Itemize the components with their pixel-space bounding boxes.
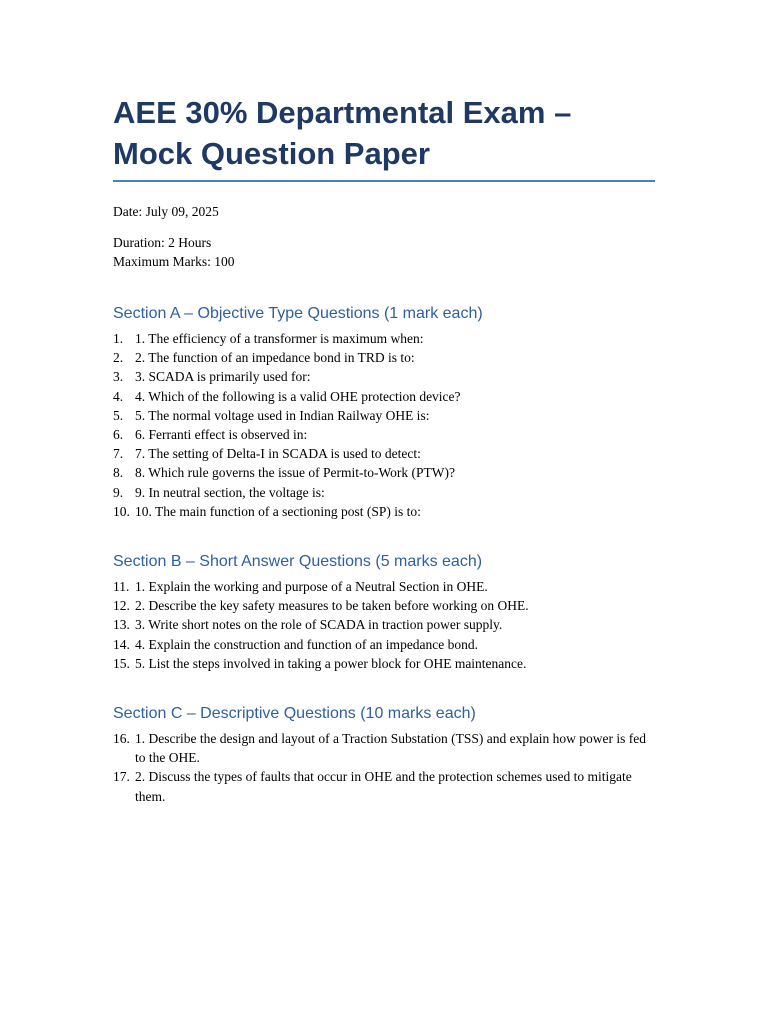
question-text: 1. Describe the design and layout of a Traction Substation (TSS) and explain how power is fed to the OHE. — [135, 731, 647, 766]
question-text: 3. SCADA is primarily used for: — [135, 369, 311, 385]
question-text: 8. Which rule governs the issue of Permit-to-Work (PTW)? — [135, 465, 455, 481]
document-title: AEE 30% Departmental Exam – Mock Question Paper — [113, 92, 655, 182]
question-text: 4. Which of the following is a valid OHE protection device? — [135, 388, 461, 404]
question-text: 9. In neutral section, the voltage is: — [135, 484, 325, 500]
question-text: 2. The function of an impedance bond in TRD is to: — [135, 350, 415, 366]
exam-date: Date: July 09, 2025 — [113, 204, 219, 219]
question-text: 1. The efficiency of a transformer is maximum when: — [135, 331, 424, 346]
exam-max-marks: Maximum Marks: 100 — [113, 254, 235, 269]
question-number: 3. — [113, 369, 124, 385]
list-item — [113, 483, 655, 502]
list-item — [113, 502, 655, 521]
list-item — [113, 463, 655, 482]
question-text: 10. The main function of a sectioning post (SP) is to: — [135, 503, 421, 519]
question-text: 1. Explain the working and purpose of a Neutral Section in OHE. — [135, 579, 488, 595]
question-text: 2. Discuss the types of faults that occur in OHE and the protection schemes used to mitigate them. — [135, 769, 632, 804]
question-number: 6. — [113, 427, 124, 443]
question-number: 11. — [113, 579, 130, 595]
question-number: 13. — [113, 617, 130, 633]
question-number: 15. — [113, 655, 130, 671]
question-number: 10. — [113, 503, 130, 519]
question-text: 7. The setting of Delta-I in SCADA is used to detect: — [135, 446, 421, 462]
question-number: 8. — [113, 465, 124, 481]
question-number: 14. — [113, 636, 130, 652]
section-heading-b: Section B – Short Answer Questions (5 marks each) — [113, 553, 483, 571]
list-item — [113, 577, 655, 596]
question-number: 1. — [113, 331, 124, 346]
exam-duration: Duration: 2 Hours — [113, 235, 212, 250]
question-number: 7. — [113, 446, 124, 462]
question-number: 16. — [113, 731, 130, 747]
section-heading-c: Section C – Descriptive Questions (10 marks each) — [113, 705, 476, 723]
question-list-c — [113, 729, 655, 806]
list-item — [113, 425, 655, 444]
list-item — [113, 387, 655, 406]
list-item — [113, 444, 655, 463]
question-text: 3. Write short notes on the role of SCADA in traction power supply. — [135, 617, 503, 633]
list-item — [113, 406, 655, 425]
list-item — [113, 615, 655, 634]
question-number: 5. — [113, 407, 124, 423]
list-item — [113, 367, 655, 386]
question-list-b — [113, 577, 655, 673]
list-item — [113, 635, 655, 654]
question-number: 12. — [113, 598, 130, 614]
list-item — [113, 767, 655, 805]
section-heading-a: Section A – Objective Type Questions (1 mark each) — [113, 305, 483, 322]
question-number: 17. — [113, 769, 130, 785]
question-text: 2. Describe the key safety measures to be taken before working on OHE. — [135, 598, 529, 614]
question-number: 2. — [113, 350, 124, 366]
list-item — [113, 729, 655, 767]
question-text: 5. List the steps involved in taking a power block for OHE maintenance. — [135, 655, 527, 671]
list-item — [113, 348, 655, 367]
question-number: 9. — [113, 484, 124, 500]
document-page — [113, 92, 655, 806]
question-text: 6. Ferranti effect is observed in: — [135, 427, 308, 443]
question-text: 4. Explain the construction and function of an impedance bond. — [135, 636, 479, 652]
list-item — [113, 596, 655, 615]
question-list-a — [113, 329, 655, 521]
question-number: 4. — [113, 388, 124, 404]
list-item — [113, 329, 655, 348]
question-text: 5. The normal voltage used in Indian Railway OHE is: — [135, 407, 430, 423]
list-item — [113, 654, 655, 673]
